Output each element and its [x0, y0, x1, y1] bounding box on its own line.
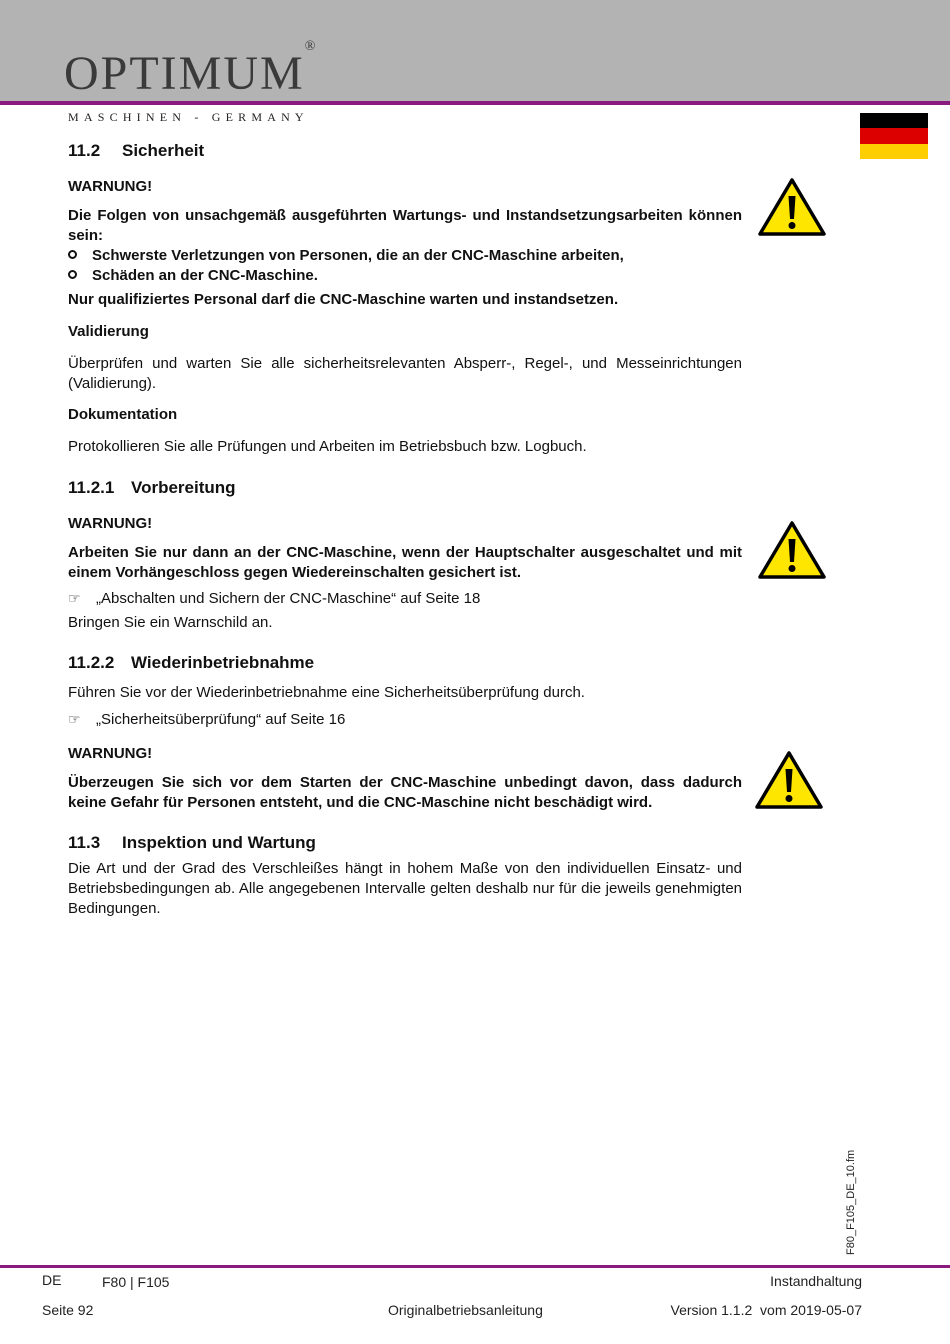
flag-stripe-gold	[860, 144, 928, 159]
warning-note: Nur qualifiziertes Personal darf die CNC-Maschine warten und instandsetzen.	[68, 291, 619, 308]
documentation-text: Protokollieren Sie alle Prüfungen und Arbeiten im Betriebsbuch bzw. Logbuch.	[68, 438, 587, 455]
bullet-icon	[68, 270, 77, 279]
flag-stripe-red	[860, 128, 928, 143]
cross-reference: ☞ „Abschalten und Sichern der CNC-Maschine“ auf Seite 18	[68, 590, 481, 607]
warning-triangle-icon	[757, 177, 827, 237]
german-flag-icon	[860, 113, 928, 159]
section-heading-11-3: 11.3 Inspektion und Wartung	[68, 833, 316, 852]
footer-rule	[0, 1265, 950, 1268]
footer-models: F80 | F105	[102, 1274, 170, 1290]
warning-label: WARNUNG!	[68, 745, 153, 762]
pointing-hand-icon: ☞	[68, 590, 81, 606]
pointing-hand-icon: ☞	[68, 711, 81, 727]
warning-label: WARNUNG!	[68, 178, 153, 195]
validation-text: Überprüfen und warten Sie alle sicherheitsrelevanten Absperr-, Regel-, und Messeinrichtungen (Validierung).	[68, 355, 742, 392]
subheading-dokumentation: Dokumentation	[68, 406, 178, 423]
footer-language: DE	[42, 1272, 62, 1288]
footer-chapter: Instandhaltung	[770, 1273, 862, 1289]
section-heading-11-2-2: 11.2.2 Wiederinbetriebnahme	[68, 653, 315, 672]
warning-triangle-icon	[757, 520, 827, 580]
brand-tagline: MASCHINEN - GERMANY	[68, 110, 309, 124]
subheading-validierung: Validierung	[68, 323, 149, 340]
cross-reference: ☞ „Sicherheitsüberprüfung“ auf Seite 16	[68, 711, 346, 728]
warning-text: Arbeiten Sie nur dann an der CNC-Maschine, wenn der Hauptschalter ausgeschaltet und mit einem Vorhängeschloss gegen Wiedereinschalten gesichert ist.	[68, 544, 742, 581]
warning-triangle-icon	[754, 750, 824, 810]
brand-logo: OPTIMUM®	[64, 39, 316, 100]
list-item: Schwerste Verletzungen von Personen, die an der CNC-Maschine arbeiten,	[68, 246, 624, 266]
footer-version: Version 1.1.2 vom 2019-05-07	[670, 1302, 862, 1318]
section-heading-11-2-1: 11.2.1 Vorbereitung	[68, 478, 236, 497]
file-name-note: F80_F105_DE_10.fm	[845, 1149, 857, 1255]
warning-intro: Die Folgen von unsachgemäß ausgeführten Wartungs- und Instandsetzungsarbeiten können sein:	[68, 207, 742, 244]
section-heading-11-2: 11.2 Sicherheit	[68, 141, 205, 160]
warning-label: WARNUNG!	[68, 515, 153, 532]
list-item: Schäden an der CNC-Maschine.	[68, 266, 318, 286]
flag-stripe-black	[860, 113, 928, 128]
bullet-icon	[68, 250, 77, 259]
instruction-text: Bringen Sie ein Warnschild an.	[68, 614, 273, 631]
warning-text: Überzeugen Sie sich vor dem Starten der CNC-Maschine unbedingt davon, dass dadurch keine Gefahr für Personen entsteht, und die CNC-Maschine nicht beschädigt wird.	[68, 774, 742, 811]
intro-text: Führen Sie vor der Wiederinbetriebnahme eine Sicherheitsüberprüfung durch.	[68, 684, 585, 701]
body-text: Die Art und der Grad des Verschleißes hängt in hohem Maße von den individuellen Einsatz- und Betriebsbedingungen ab. Alle angegebenen Intervalle gelten deshalb nur für die jeweils genehmigten Bedingungen.	[68, 860, 742, 917]
footer-page-number: Seite 92	[42, 1302, 94, 1318]
header-rule	[0, 101, 950, 105]
footer-doc-type: Originalbetriebsanleitung	[388, 1302, 543, 1318]
